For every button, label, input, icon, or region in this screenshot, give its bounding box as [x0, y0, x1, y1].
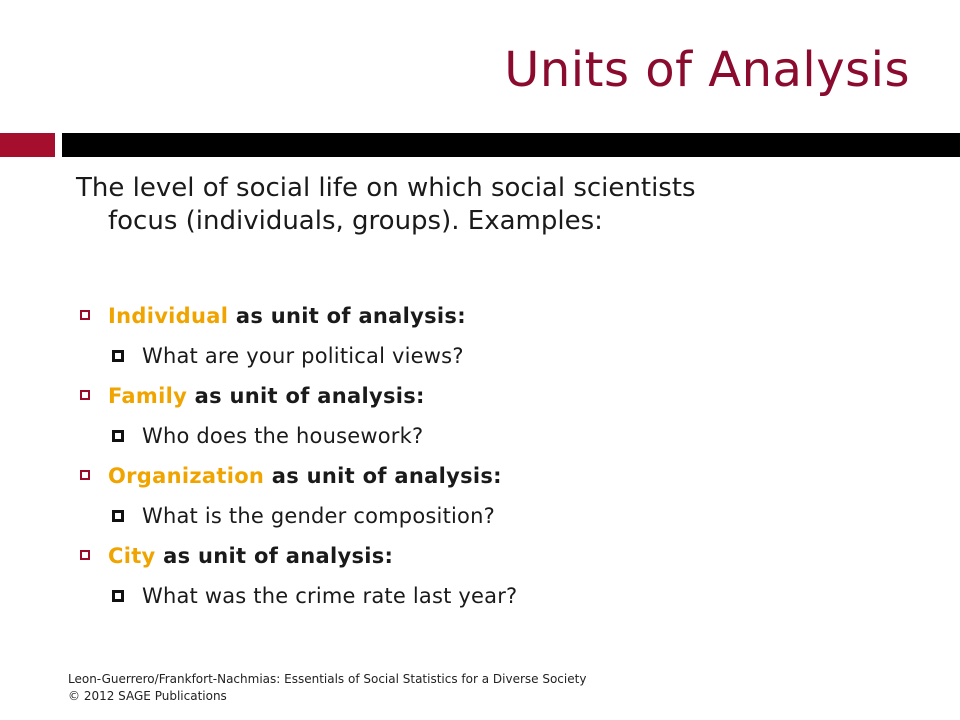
filled-square-bullet-icon: [112, 510, 124, 522]
item-text: as unit of analysis:: [264, 464, 502, 488]
filled-square-bullet-icon: [112, 350, 124, 362]
item-text: as unit of analysis:: [155, 544, 394, 568]
hollow-square-bullet-icon: [80, 470, 90, 480]
sub-item-text: What are your political views?: [142, 344, 464, 368]
item-text: as unit of analysis:: [228, 304, 466, 328]
title-accent-bar: [0, 133, 55, 157]
sub-list-item: [80, 416, 920, 456]
hollow-square-bullet-icon: [80, 310, 90, 320]
list-item: [80, 376, 920, 416]
sub-item-text: Who does the housework?: [142, 424, 424, 448]
footer-line-2: © 2012 SAGE Publications: [68, 689, 227, 703]
item-keyword: Individual: [108, 304, 229, 328]
title-divider-bar: [62, 133, 960, 157]
intro-text: [76, 172, 876, 238]
list-item: [80, 536, 920, 576]
sub-list-item: [80, 496, 920, 536]
filled-square-bullet-icon: [112, 430, 124, 442]
item-keyword: Family: [108, 384, 188, 408]
sub-list-item: [80, 576, 920, 616]
intro-line-2: focus (individuals, groups). Examples:: [108, 206, 603, 236]
slide-title: Units of Analysis: [504, 42, 910, 98]
bullet-list: [80, 296, 920, 616]
sub-item-text: What was the crime rate last year?: [142, 584, 518, 608]
hollow-square-bullet-icon: [80, 550, 90, 560]
filled-square-bullet-icon: [112, 590, 124, 602]
sub-item-text: What is the gender composition?: [142, 504, 495, 528]
sub-list-item: [80, 336, 920, 376]
item-text: as unit of analysis:: [187, 384, 425, 408]
footer-citation: [68, 671, 586, 705]
list-item: [80, 296, 920, 336]
footer-line-1: Leon-Guerrero/Frankfort-Nachmias: Essentials of Social Statistics for a Diverse Society: [68, 672, 587, 686]
intro-line-1: The level of social life on which social scientists: [76, 173, 696, 203]
list-item: [80, 456, 920, 496]
item-keyword: Organization: [108, 464, 265, 488]
item-keyword: City: [108, 544, 156, 568]
hollow-square-bullet-icon: [80, 390, 90, 400]
